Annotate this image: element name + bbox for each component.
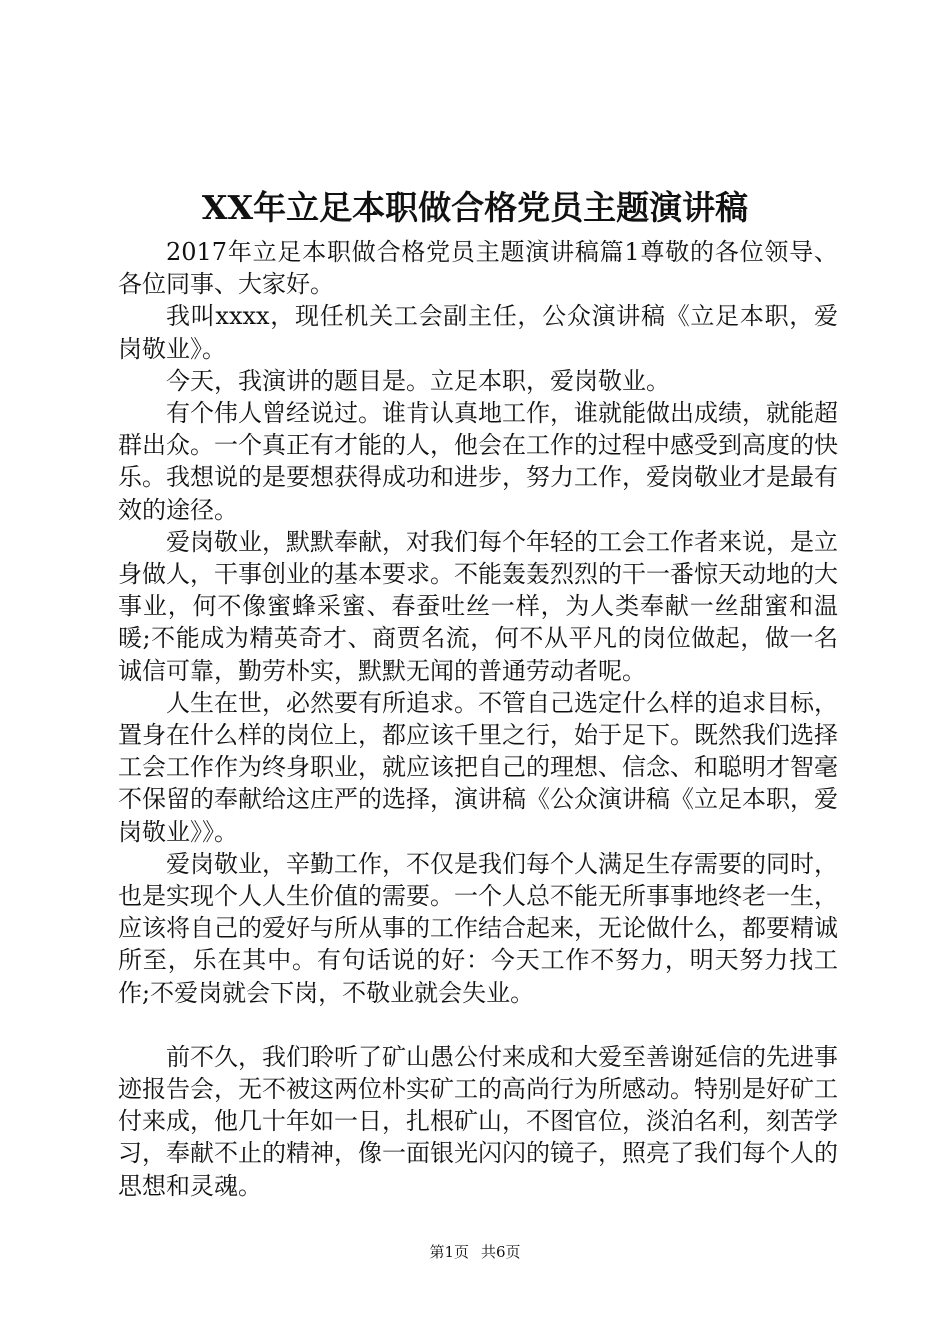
paragraph-4: 有个伟人曾经说过。谁肯认真地工作，谁就能做出成绩，就能超群出众。一个真正有才能的人，他会在工作的过程中感受到高度的快乐。我想说的是要想获得成功和进步，努力工作，爱岗敬业才是最有效的途径。 xyxy=(118,399,838,524)
page-total: 共6页 xyxy=(481,1243,521,1261)
paragraph-5: 爱岗敬业，默默奉献，对我们每个年轻的工会工作者来说，是立身做人，干事创业的基本要求。不能轰轰烈烈的干一番惊天动地的大事业，何不像蜜蜂采蜜、春蚕吐丝一样，为人类奉献一丝甜蜜和温暖;不能成为精英奇才、商贾名流，何不从平凡的岗位做起，做一名诚信可靠，勤劳朴实，默默无闻的普通劳动者呢。 xyxy=(118,527,838,685)
paragraph-6: 人生在世，必然要有所追求。不管自己选定什么样的追求目标，置身在什么样的岗位上，都应该千里之行，始于足下。既然我们选择工会工作作为终身职业，就应该把自己的理想、信念、和聪明才智毫不保留的奉献给这庄严的选择，演讲稿《公众演讲稿《立足本职，爱岗敬业》》。 xyxy=(118,688,838,846)
paragraph-8: 前不久，我们聆听了矿山愚公付来成和大爱至善谢延信的先进事迹报告会，无不被这两位朴实矿工的高尚行为所感动。特别是好矿工付来成，他几十年如一日，扎根矿山，不图官位，淡泊名利，刻苦学习，奉献不止的精神，像一面银光闪闪的镜子，照亮了我们每个人的思想和灵魂。 xyxy=(118,1042,838,1200)
paragraph-2: 我叫xxxx，现任机关工会副主任，公众演讲稿《立足本职，爱岗敬业》。 xyxy=(118,302,838,363)
page-number: 第1页 xyxy=(429,1243,469,1261)
document-title: XX年立足本职做合格党员主题演讲稿 xyxy=(201,188,749,227)
document-body xyxy=(118,236,838,1202)
page-footer xyxy=(0,1242,950,1262)
paragraph-3: 今天，我演讲的题目是。立足本职，爱岗敬业。 xyxy=(166,366,670,395)
paragraph-7: 爱岗敬业，辛勤工作，不仅是我们每个人满足生存需要的同时，也是实现个人人生价值的需要。一个人总不能无所事事地终老一生，应该将自己的爱好与所从事的工作结合起来，无论做什么，都要精诚所至，乐在其中。有句话说的好：今天工作不努力，明天努力找工作;不爱岗就会下岗，不敬业就会失业。 xyxy=(118,849,838,1007)
paragraph-1: 2017年立足本职做合格党员主题演讲稿篇1尊敬的各位领导、各位同事、大家好。 xyxy=(118,238,838,299)
